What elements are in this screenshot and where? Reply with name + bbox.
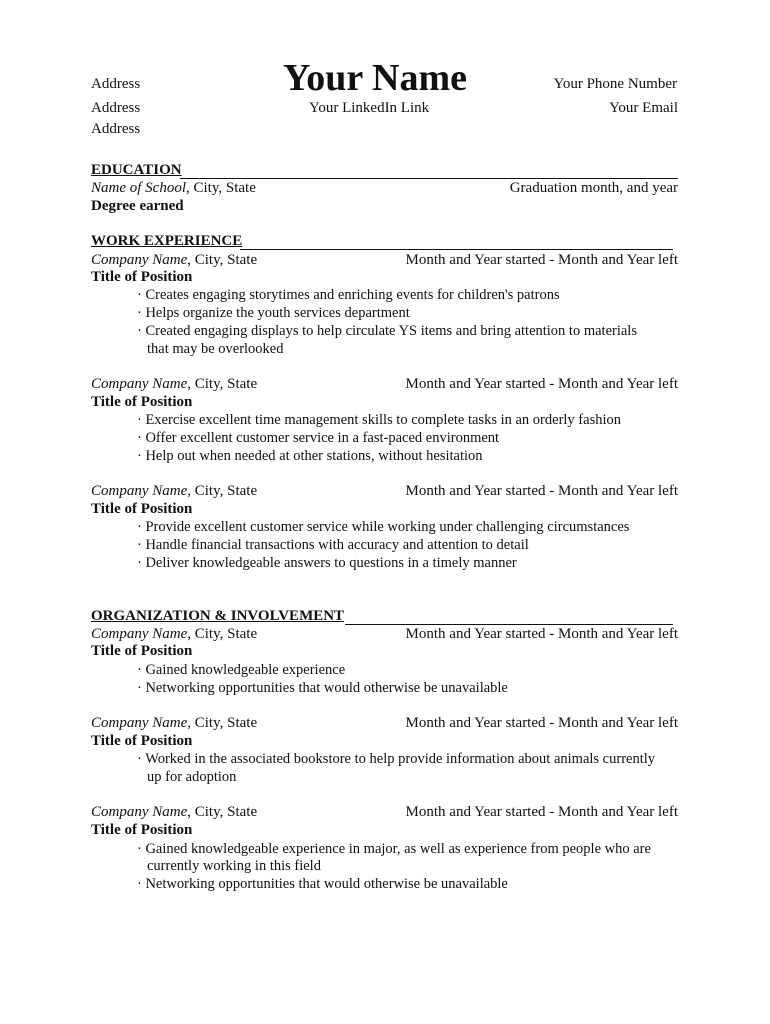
organization-rule <box>345 624 673 625</box>
school-name: Name of School <box>91 180 186 196</box>
job-dates: Month and Year started - Month and Year left <box>405 483 678 499</box>
job-bullet-continuation: that may be overlooked <box>147 341 284 357</box>
job-bullet: · Help out when needed at other stations, without hesitation <box>137 448 483 464</box>
phone-number: Your Phone Number <box>553 76 677 92</box>
org-title: Title of Position <box>91 643 193 659</box>
org-bullet: · Gained knowledgeable experience <box>137 662 346 678</box>
job-bullet: · Helps organize the youth services department <box>137 305 410 321</box>
graduation-date: Graduation month, and year <box>509 180 678 196</box>
org-company-line <box>91 804 257 821</box>
job-location: , City, State <box>187 252 258 268</box>
org-dates: Month and Year started - Month and Year left <box>405 804 678 820</box>
org-title: Title of Position <box>91 733 193 749</box>
org-dates: Month and Year started - Month and Year left <box>405 626 678 642</box>
resume-name: Your Name <box>283 57 468 99</box>
job-title: Title of Position <box>91 501 193 517</box>
job-company-line <box>91 252 257 269</box>
job-bullet: · Exercise excellent time management skills to complete tasks in an orderly fashion <box>137 412 621 428</box>
org-company-name: Company Name <box>91 626 188 642</box>
org-bullet: · Gained knowledgeable experience in major, as well as experience from people who are <box>137 841 651 857</box>
job-location: , City, State <box>187 376 258 392</box>
org-location: , City, State <box>187 715 258 731</box>
job-dates: Month and Year started - Month and Year left <box>405 252 678 268</box>
org-bullet: · Networking opportunities that would otherwise be unavailable <box>137 680 508 696</box>
job-company-name: Company Name <box>91 483 188 499</box>
linkedin-link[interactable]: Your LinkedIn Link <box>309 100 430 116</box>
org-location: , City, State <box>187 804 258 820</box>
job-bullet: · Provide excellent customer service while working under challenging circumstances <box>137 519 630 535</box>
address-line-2: Address <box>91 100 141 116</box>
org-company-line <box>91 715 257 732</box>
email-address[interactable]: Your Email <box>609 100 678 116</box>
job-bullet: · Creates engaging storytimes and enriching events for children's patrons <box>137 287 560 303</box>
org-bullet-continuation: up for adoption <box>147 769 237 785</box>
school-location: , City, State <box>186 180 256 196</box>
job-dates: Month and Year started - Month and Year left <box>405 376 678 392</box>
job-bullet: · Handle financial transactions with accuracy and attention to detail <box>137 537 529 553</box>
education-rule <box>180 178 678 179</box>
school-line <box>91 180 256 197</box>
org-company-line <box>91 626 257 643</box>
organization-heading: ORGANIZATION & INVOLVEMENT <box>91 608 345 624</box>
address-line-1: Address <box>91 76 141 92</box>
job-company-line <box>91 376 257 393</box>
degree-earned: Degree earned <box>91 198 184 214</box>
job-bullet: · Created engaging displays to help circulate YS items and bring attention to materials <box>137 323 637 339</box>
job-title: Title of Position <box>91 394 193 410</box>
org-title: Title of Position <box>91 822 193 838</box>
job-company-name: Company Name <box>91 376 188 392</box>
address-line-3: Address <box>91 121 141 137</box>
org-bullet: · Worked in the associated bookstore to help provide information about animals currently <box>137 751 656 767</box>
job-bullet: · Deliver knowledgeable answers to questions in a timely manner <box>137 555 517 571</box>
org-company-name: Company Name <box>91 715 188 731</box>
work-experience-heading: WORK EXPERIENCE <box>91 233 243 249</box>
org-location: , City, State <box>187 626 258 642</box>
org-bullet-continuation: currently working in this field <box>147 858 321 874</box>
job-bullet: · Offer excellent customer service in a fast-paced environment <box>137 430 500 446</box>
org-dates: Month and Year started - Month and Year left <box>405 715 678 731</box>
job-location: , City, State <box>187 483 258 499</box>
education-heading: EDUCATION <box>91 162 182 178</box>
job-company-line <box>91 483 257 500</box>
job-title: Title of Position <box>91 269 193 285</box>
work-experience-rule <box>240 249 673 250</box>
org-bullet: · Networking opportunities that would otherwise be unavailable <box>137 876 508 892</box>
job-company-name: Company Name <box>91 252 188 268</box>
org-company-name: Company Name <box>91 804 188 820</box>
